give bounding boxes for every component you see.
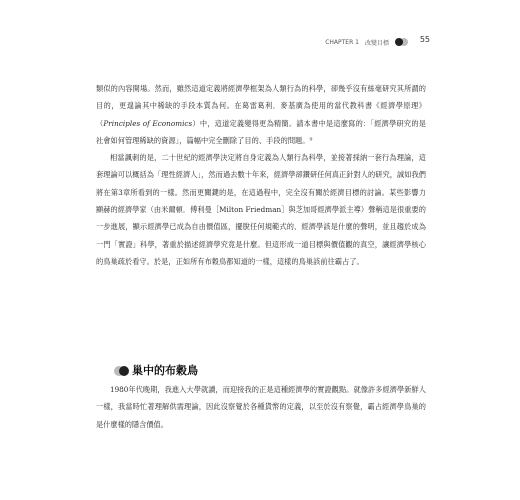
page-number: 55 [419,35,430,44]
body-text [96,80,426,270]
paragraph-1: 類似的內容開場。然而，雖然這道定義將經濟學框架為人類行為的科學，卻幾乎沒有絲毫研究其所謂的目的，更遑論其中稀缺的手段本質為何。在葛雷葛利．麥基廣為使用的當代教科書《經濟學原理》（Principles of Economics）中，這道定義變得更為精簡。請本書中是這麼寫的：「經濟學研究的是社會如何管理稀缺的資源」，篇幅中完全刪除了目的、手段的問題。⁹ [96,84,426,145]
chapter-title: 改變目標 [364,39,389,47]
section-paragraph: 1980年代晚期，我進入大學就讀，而迎接我的正是這種經濟學的實證觀點。就像許多經濟學新鮮人一樣，我當時忙著理解供需理論，因此沒察覺於各種貨幣的定義，以至於沒有察覺，霸占經濟學鳥巢的是什麼樣的隱含價值。 [96,385,426,429]
book-title-english: Principles of Economics [103,118,193,128]
chapter-label: CHAPTER 1 [325,38,359,46]
running-header [325,36,408,48]
section-title: 巢中的布穀鳥 [132,364,198,377]
section-heading [114,362,198,378]
section-body-text [96,381,426,433]
paragraph-2: 相當諷刺的是，二十世紀的經濟學決定將自身定義為人類行為科學，並接著採納一套行為理論，這套理論可以概括為「理性經濟人」，然而過去數十年來，經濟學卻鑽研任何真正針對人的研究，誠如我們將在第3章所看到的一樣。然而更關鍵的是，在這過程中，完全沒有關於經濟目標的討論。某些影響力顯赫的經濟學家（由米爾頓．傅利曼［Milton Friedman］與芝加哥經濟學派主導）聲稱這是很重要的一步進展，顯示經濟學已成為自由價值區，擺脫任何規範式的、經濟學該是什麼的聲明，並且趨於成為一門「實證」科學，著重於描述經濟學究竟是什麼。但這形成一道目標與價值觀的真空，讓經濟學核心的鳥巢疏於看守。於是，正如所有布穀鳥都知道的一樣，這樣的鳥巢該前往霸占了。 [96,153,426,266]
section-circles-icon [114,365,129,376]
chapter-circles-icon [395,38,408,47]
